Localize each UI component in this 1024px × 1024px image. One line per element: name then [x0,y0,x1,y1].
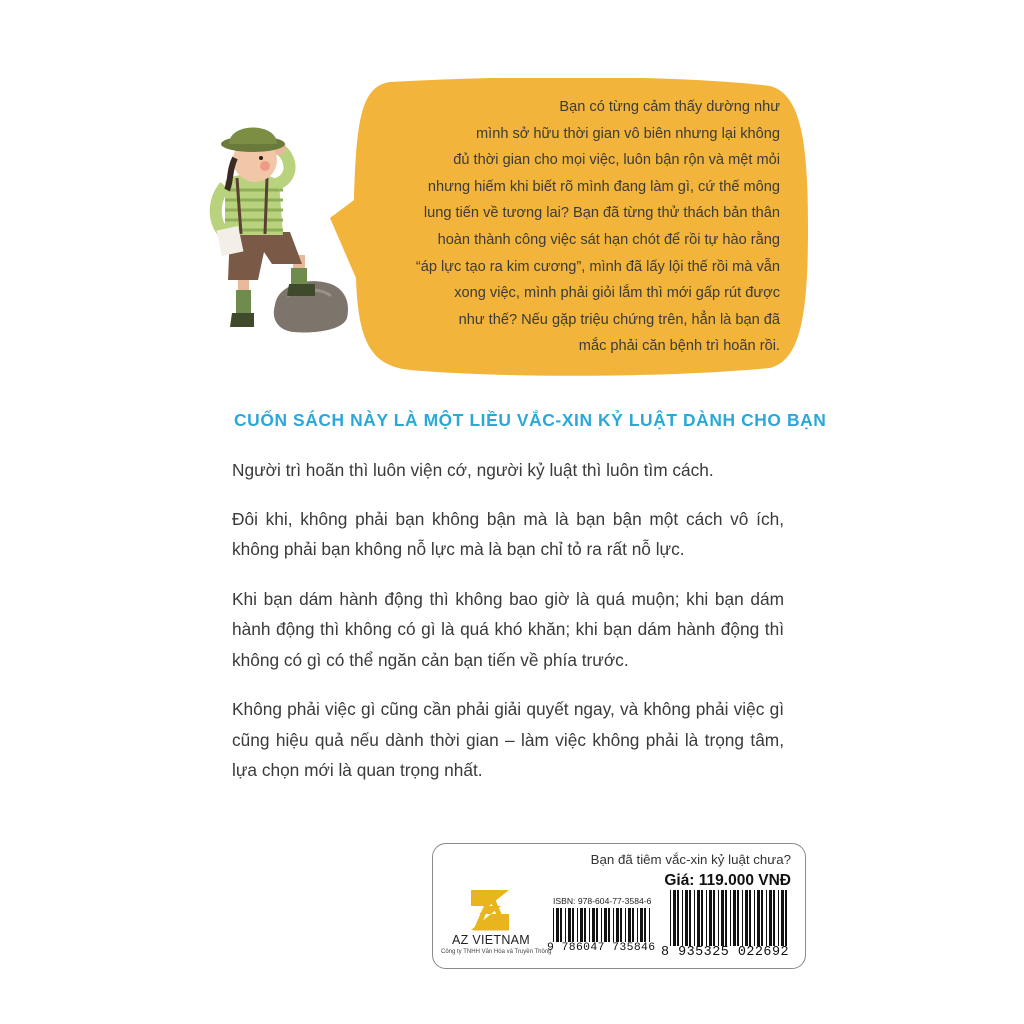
ean-barcode-number: 8 935325 022692 [661,945,790,960]
bubble-line: “áp lực tạo ra kim cương”, mình đã lấy lội thế rồi mà vẫn [415,258,780,275]
paragraph: Người trì hoãn thì luôn viện cớ, người kỷ luật thì luôn tìm cách. [232,460,714,480]
bubble-line: lung tiến về tương lai? Bạn đã từng thử thách bản thân [423,205,780,222]
bubble-line: nhưng hiếm khi biết rõ mình đang làm gì, cứ thế mông [427,178,780,195]
paragraph: Khi bạn dám hành động thì không bao giờ là quá muộn; khi bạn dám hành động thì không có gì là quá khó khăn; khi bạn dám hành động thì không có gì có thể ngăn cản bạn tiến về phía trước. [232,588,784,670]
speech-bubble-text [370,94,780,360]
tagline-question: Bạn đã tiêm vắc-xin kỷ luật chưa? [590,852,791,867]
publisher-subtitle: Công ty TNHH Văn Hóa và Truyền Thông [441,949,552,955]
isbn-barcode-number: 9 786047 735846 [547,942,656,954]
bubble-line: đủ thời gian cho mọi việc, luôn bận rộn và mệt mỏi [453,152,780,169]
price-label: Giá: 119.000 VNĐ [664,872,791,889]
publisher-name: AZ VIETNAM [451,933,530,947]
bubble-line: hoàn thành công việc sát hạn chót để rồi tự hào rằng [437,231,780,248]
publisher-logo [441,882,552,960]
barcode-price-box [432,843,806,969]
section-headline: CUỐN SÁCH NÀY LÀ MỘT LIỀU VẮC-XIN KỶ LUẬT DÀNH CHO BẠN [234,410,827,430]
body-text [232,455,784,805]
ean-barcode [668,890,792,946]
isbn-label: ISBN: 978-604-77-3584-6 [553,896,652,906]
bubble-line: xong việc, mình phải giỏi lắm thì mới gấp rút được [454,285,780,302]
bubble-line: Bạn có từng cảm thấy dường như [559,99,780,115]
isbn-barcode [551,908,655,942]
paragraph: Không phải việc gì cũng cần phải giải quyết ngay, và không phải việc gì cũng hiệu quả nếu dành thời gian – làm việc không phải là trọng tâm, lựa chọn mới là quan trọng nhất. [232,699,784,780]
bubble-line: mắc phải căn bệnh trì hoãn rồi. [578,338,780,355]
bubble-line: mình sở hữu thời gian vô biên nhưng lại không [476,125,780,142]
speech-bubble [330,78,810,376]
bubble-line: như thế? Nếu gặp triệu chứng trên, hẳn là bạn đã [458,311,780,328]
paragraph: Đôi khi, không phải bạn không bận mà là bạn bận một cách vô ích, không phải bạn không nỗ lực mà là bạn chỉ tỏ ra rất nỗ lực. [232,508,784,559]
az-logo-icon [469,888,513,932]
